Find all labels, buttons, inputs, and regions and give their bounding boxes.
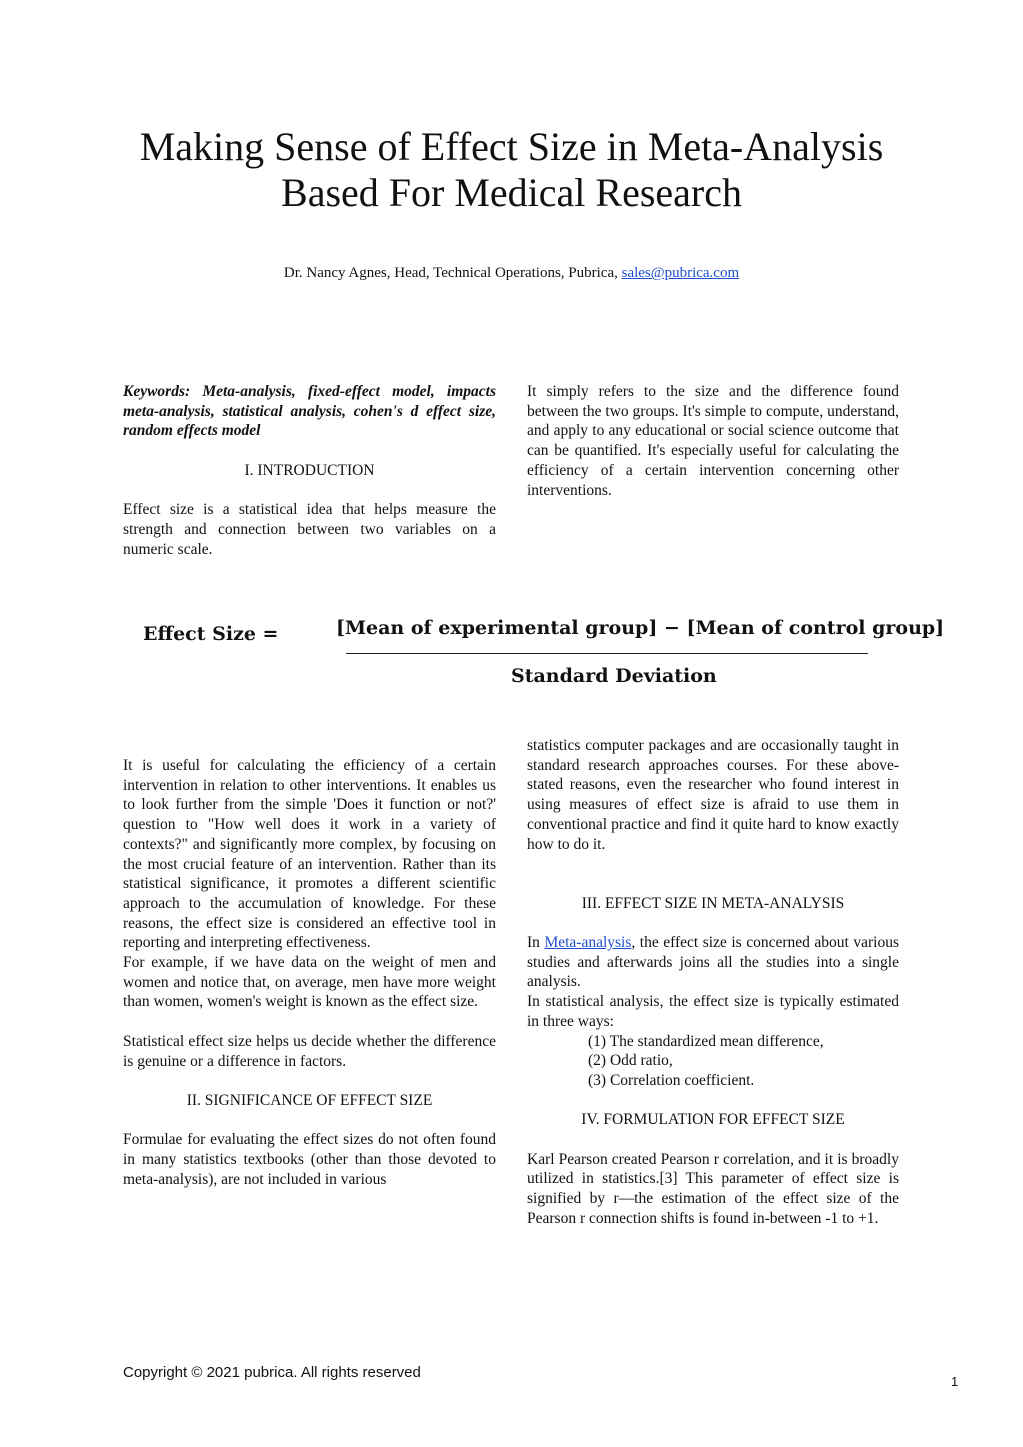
meta-p1-after: , the effect size is concerned about various studies and afterwards joins all the studies into a single analysis. [527,933,899,991]
author-email-link[interactable]: sales@pubrica.com [621,265,740,281]
meta-analysis-paragraph-1 [527,933,899,992]
paper-title [0,124,1023,216]
page-number: 1 [951,1374,959,1389]
effect-size-formula [143,615,945,690]
intro-paragraph: Effect size is a statistical idea that helps measure the strength and connection between two variables on a numeric scale. [123,501,496,558]
body-left-paragraph-3: Statistical effect size helps us decide whether the difference is genuine or a difference in factors. [123,1032,496,1070]
formula-denominator: Standard Deviation [511,665,717,687]
title-line-1: Making Sense of Effect Size in Meta-Analysis [139,124,884,169]
formula-lhs: Effect Size = [143,623,279,645]
body-right-paragraph-1: statistics computer packages and are occasionally taught in standard research approaches courses. For these above-stated reasons, even the researcher who found interest in using measures of effect size is afraid to use them in conventional practice and find it quite hard to know exactly how to do it. [527,737,899,853]
copyright-footer: Copyright © 2021 pubrica. All rights reserved [123,1364,421,1381]
significance-paragraph: Formulae for evaluating the effect sizes do not often found in many statistics textbooks (other than those devoted to meta-analysis), are not included in various [123,1131,496,1188]
body-left-column [123,756,496,1189]
intro-right-column [527,382,899,500]
formula-numerator: [Mean of experimental group] − [Mean of control group] [336,617,945,639]
meta-analysis-link[interactable]: Meta-analysis [544,933,632,951]
meta-list-item-2: (2) Odd ratio, [588,1052,673,1070]
significance-heading: II. SIGNIFICANCE OF EFFECT SIZE [186,1091,433,1109]
intro-left-column [123,382,496,559]
meta-list-item-3: (3) Correlation coefficient. [588,1071,755,1089]
intro-right-paragraph: It simply refers to the size and the difference found between the two groups. It's simple to compute, understand, and apply to any educational or social science outcome that can be quantified. It's especially useful for calculating the efficiency of a certain intervention concerning other interventions. [527,383,899,499]
author-text: Dr. Nancy Agnes, Head, Technical Operations, Pubrica, [283,265,622,281]
meta-analysis-heading: III. EFFECT SIZE IN META-ANALYSIS [581,894,845,912]
body-right-column [527,736,899,1229]
formulation-heading: IV. FORMULATION FOR EFFECT SIZE [581,1111,845,1129]
meta-analysis-paragraph-2: In statistical analysis, the effect size is typically estimated in three ways: [527,993,899,1030]
formulation-paragraph: Karl Pearson created Pearson r correlation, and it is broadly utilized in statistics.[3] This parameter of effect size is signified by r—the estimation of the effect size of the Pearson r connection shifts is found in-between -1 to +1. [527,1150,899,1227]
meta-p1-before: In [527,933,545,951]
author-line [0,265,1023,282]
body-left-paragraph-2: For example, if we have data on the weight of men and women and notice that, on average, men have more weight than women, women's weight is known as the effect size. [123,954,496,1011]
keywords: Keywords: Meta-analysis, fixed-effect model, impacts meta-analysis, statistical analysis, cohen's d effect size, random effects model [123,383,496,440]
intro-heading: I. INTRODUCTION [244,461,375,479]
formula-fraction-bar [346,653,868,654]
body-left-paragraph-1: It is useful for calculating the efficiency of a certain intervention in relation to other interventions. It enables us to look further from the simple 'Does it function or not?' question to "How well does it work in a variety of contexts?" and significantly more complex, by focusing on the most crucial feature of an intervention. Rather than its statistical significance, it promotes a different scientific approach to the accumulation of knowledge. For these reasons, the effect size is considered an effective tool in reporting and interpreting effectiveness. [123,757,496,952]
title-line-2: Based For Medical Research [281,170,742,215]
meta-list-item-1: (1) The standardized mean difference, [588,1032,824,1050]
